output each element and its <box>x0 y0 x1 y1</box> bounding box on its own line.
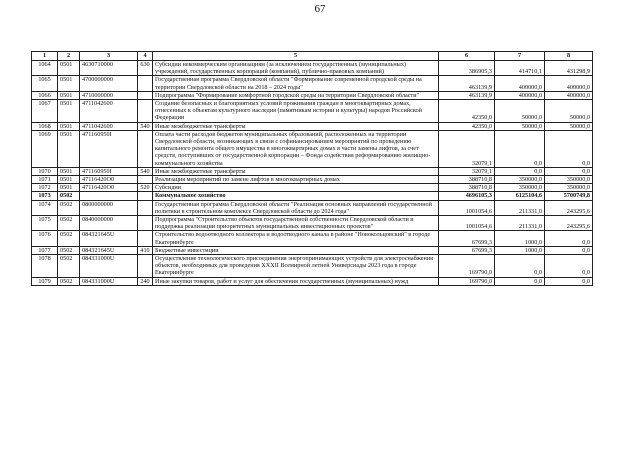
target-article-cell: 084321645U <box>80 246 138 254</box>
target-article-cell: 0840000000 <box>80 216 138 231</box>
section-code-cell: 0502 <box>58 192 80 200</box>
table-row <box>32 176 593 184</box>
amount-2024-cell: 50000,0 <box>545 100 593 123</box>
row-number-cell: 1074 <box>32 200 58 215</box>
target-article-cell: 4630710000 <box>80 61 138 76</box>
section-code-cell: 0501 <box>58 122 80 130</box>
amount-2024-cell: 400000,0 <box>545 76 593 91</box>
amount-2023-cell: 1000,0 <box>495 231 545 246</box>
amount-2023-cell: 350000,0 <box>495 176 545 184</box>
item-name-cell: Подпрограмма "Строительство объектов государственной собственности Свердловской области и поддержка реализации приоритетных муниципальных инвестиционных проектов" <box>153 216 439 231</box>
table-row <box>32 231 593 246</box>
column-header: 8 <box>545 52 593 61</box>
target-article-cell: 084331000U <box>80 277 138 285</box>
amount-2022-cell: 67699,3 <box>439 246 495 254</box>
expense-type-cell: 540 <box>138 167 153 175</box>
item-name-cell: Строительство водоотводного коллектора и водоотводного канала в районе "Новокольцовский" в городе Екатеринбурге <box>153 231 439 246</box>
amount-2024-cell: 50000,0 <box>545 122 593 130</box>
row-number-cell: 1079 <box>32 277 58 285</box>
expense-type-cell <box>138 176 153 184</box>
amount-2022-cell: 67699,3 <box>439 231 495 246</box>
expense-type-cell: 520 <box>138 184 153 192</box>
section-code-cell: 0501 <box>58 130 80 167</box>
item-name-cell: Оплата части расходов бюджетов муниципальных образований, расположенных на территории Свердловской области, возникающих в связи с софинансированием мероприятий по проведению капитального ремонта общего имущества в многоквартирных домах в части замены лифтов, за счет средств, поступивших от государственной корпорации – Фонда содействия реформированию жилищно-коммунального хозяйства <box>153 130 439 167</box>
row-number-cell: 1075 <box>32 216 58 231</box>
expense-type-cell <box>138 192 153 200</box>
item-name-cell: Подпрограмма "Формирование комфортной городской среды на территории Свердловской области" <box>153 91 439 99</box>
section-code-cell: 0501 <box>58 76 80 91</box>
table-row <box>32 91 593 99</box>
table-row <box>32 184 593 192</box>
section-code-cell: 0501 <box>58 100 80 123</box>
item-name-cell: Государственная программа Свердловской области "Реализация основных направлений государственной политики в строительном комплексе Свердловской области до 2024 года" <box>153 200 439 215</box>
target-article-cell: 471160950I <box>80 130 138 167</box>
target-article-cell: 4711042600 <box>80 100 138 123</box>
target-article-cell: 47116420O0 <box>80 184 138 192</box>
item-name-cell: Иные межбюджетные трансферты <box>153 167 439 175</box>
amount-2023-cell: 211331,0 <box>495 216 545 231</box>
amount-2023-cell: 350000,0 <box>495 184 545 192</box>
expense-type-cell: 540 <box>138 122 153 130</box>
table-row <box>32 122 593 130</box>
expense-type-cell: 410 <box>138 246 153 254</box>
section-code-cell: 0502 <box>58 200 80 215</box>
item-name-cell: Субсидии некоммерческим организациям (за исключением государственных (муниципальных) учреждений, государственных корпораций (компаний), публично-правовых компаний) <box>153 61 439 76</box>
row-number-cell: 1064 <box>32 61 58 76</box>
table-row <box>32 192 593 200</box>
amount-2022-cell: 32079,1 <box>439 167 495 175</box>
amount-2022-cell: 386905,3 <box>439 61 495 76</box>
section-code-cell: 0501 <box>58 184 80 192</box>
amount-2024-cell: 400000,0 <box>545 91 593 99</box>
amount-2022-cell: 388710,8 <box>439 176 495 184</box>
section-code-cell: 0501 <box>58 91 80 99</box>
section-code-cell: 0502 <box>58 246 80 254</box>
item-name-cell: Бюджетные инвестиции <box>153 246 439 254</box>
row-number-cell: 1071 <box>32 176 58 184</box>
table-header-row <box>32 52 593 61</box>
expense-type-cell <box>138 76 153 91</box>
table-row <box>32 200 593 215</box>
column-header: 6 <box>439 52 495 61</box>
budget-table <box>31 51 593 286</box>
table-row <box>32 130 593 167</box>
amount-2023-cell: 0,0 <box>495 255 545 278</box>
expense-type-cell <box>138 91 153 99</box>
item-name-cell: Государственная программа Свердловской области "Формирование современной городской среды на территории Свердловской области на 2018 – 2024 годы" <box>153 76 439 91</box>
row-number-cell: 1070 <box>32 167 58 175</box>
section-code-cell: 0502 <box>58 277 80 285</box>
amount-2022-cell: 1001054,6 <box>439 200 495 215</box>
table-row <box>32 246 593 254</box>
expense-type-cell <box>138 200 153 215</box>
target-article-cell: 47116420O0 <box>80 176 138 184</box>
table-row <box>32 76 593 91</box>
amount-2024-cell: 5700749,8 <box>545 192 593 200</box>
row-number-cell: 1077 <box>32 246 58 254</box>
amount-2022-cell: 169790,0 <box>439 277 495 285</box>
amount-2023-cell: 0,0 <box>495 277 545 285</box>
amount-2024-cell: 0,0 <box>545 231 593 246</box>
amount-2022-cell: 388710,8 <box>439 184 495 192</box>
section-code-cell: 0501 <box>58 167 80 175</box>
amount-2024-cell: 350000,0 <box>545 184 593 192</box>
amount-2024-cell: 243295,6 <box>545 200 593 215</box>
amount-2023-cell: 50000,0 <box>495 100 545 123</box>
section-code-cell: 0502 <box>58 216 80 231</box>
row-number-cell: 1078 <box>32 255 58 278</box>
amount-2022-cell: 463139,9 <box>439 91 495 99</box>
row-number-cell: 1066 <box>32 91 58 99</box>
amount-2022-cell: 4696105,3 <box>439 192 495 200</box>
table-row <box>32 255 593 278</box>
amount-2023-cell: 6125104,6 <box>495 192 545 200</box>
column-header: 2 <box>58 52 80 61</box>
section-code-cell: 0501 <box>58 176 80 184</box>
amount-2024-cell: 350000,0 <box>545 176 593 184</box>
target-article-cell: 4700000000 <box>80 76 138 91</box>
target-article-cell: 084321645U <box>80 231 138 246</box>
item-name-cell: Создание безопасных и благоприятных условий проживания граждан в многоквартирных домах, отнесенных к объектам культурного наследия (памятникам истории и культуры) народов Российской Федерации <box>153 100 439 123</box>
table-row <box>32 61 593 76</box>
row-number-cell: 1065 <box>32 76 58 91</box>
row-number-cell: 1072 <box>32 184 58 192</box>
amount-2023-cell: 400000,0 <box>495 76 545 91</box>
amount-2023-cell: 1000,0 <box>495 246 545 254</box>
row-number-cell: 1068 <box>32 122 58 130</box>
item-name-cell: Осуществление технологического присоединения энергопринимающих устройств для электроснабжения объектов, необходимых для проведения XXXII Всемирной летней Универсиады 2023 года в городе Екатеринбурге <box>153 255 439 278</box>
page-number: 67 <box>314 3 326 15</box>
row-number-cell: 1067 <box>32 100 58 123</box>
column-header: 5 <box>153 52 439 61</box>
target-article-cell: 4710000000 <box>80 91 138 99</box>
amount-2024-cell: 0,0 <box>545 246 593 254</box>
target-article-cell: 4711042600 <box>80 122 138 130</box>
amount-2022-cell: 1001054,6 <box>439 216 495 231</box>
row-number-cell: 1073 <box>32 192 58 200</box>
amount-2023-cell: 0,0 <box>495 167 545 175</box>
column-header: 3 <box>80 52 138 61</box>
amount-2022-cell: 32079,1 <box>439 130 495 167</box>
section-code-cell: 0501 <box>58 61 80 76</box>
amount-2023-cell: 400000,0 <box>495 91 545 99</box>
table-row <box>32 100 593 123</box>
amount-2023-cell: 0,0 <box>495 130 545 167</box>
target-article-cell: 084331000U <box>80 255 138 278</box>
column-header: 7 <box>495 52 545 61</box>
amount-2022-cell: 42350,0 <box>439 100 495 123</box>
target-article-cell: 471160950I <box>80 167 138 175</box>
table-row <box>32 277 593 285</box>
amount-2022-cell: 169790,0 <box>439 255 495 278</box>
amount-2024-cell: 0,0 <box>545 277 593 285</box>
section-code-cell: 0502 <box>58 231 80 246</box>
expense-type-cell: 240 <box>138 277 153 285</box>
row-number-cell: 1076 <box>32 231 58 246</box>
amount-2022-cell: 463139,9 <box>439 76 495 91</box>
target-article-cell <box>80 192 138 200</box>
item-name-cell: Реализация мероприятий по замене лифтов в многоквартирных домах <box>153 176 439 184</box>
item-name-cell: Коммунальное хозяйство <box>153 192 439 200</box>
expense-type-cell <box>138 100 153 123</box>
table-row <box>32 216 593 231</box>
amount-2024-cell: 0,0 <box>545 167 593 175</box>
amount-2022-cell: 42350,0 <box>439 122 495 130</box>
section-code-cell: 0502 <box>58 255 80 278</box>
expense-type-cell <box>138 255 153 278</box>
amount-2024-cell: 243295,6 <box>545 216 593 231</box>
item-name-cell: Иные закупки товаров, работ и услуг для обеспечения государственных (муниципальных) нужд <box>153 277 439 285</box>
table-row <box>32 167 593 175</box>
expense-type-cell <box>138 130 153 167</box>
amount-2024-cell: 0,0 <box>545 130 593 167</box>
amount-2023-cell: 211331,0 <box>495 200 545 215</box>
expense-type-cell <box>138 216 153 231</box>
expense-type-cell: 630 <box>138 61 153 76</box>
amount-2024-cell: 431298,9 <box>545 61 593 76</box>
amount-2023-cell: 414710,1 <box>495 61 545 76</box>
row-number-cell: 1069 <box>32 130 58 167</box>
target-article-cell: 0800000000 <box>80 200 138 215</box>
expense-type-cell <box>138 231 153 246</box>
column-header: 4 <box>138 52 153 61</box>
item-name-cell: Иные межбюджетные трансферты <box>153 122 439 130</box>
amount-2023-cell: 50000,0 <box>495 122 545 130</box>
column-header: 1 <box>32 52 58 61</box>
amount-2024-cell: 0,0 <box>545 255 593 278</box>
item-name-cell: Субсидии <box>153 184 439 192</box>
